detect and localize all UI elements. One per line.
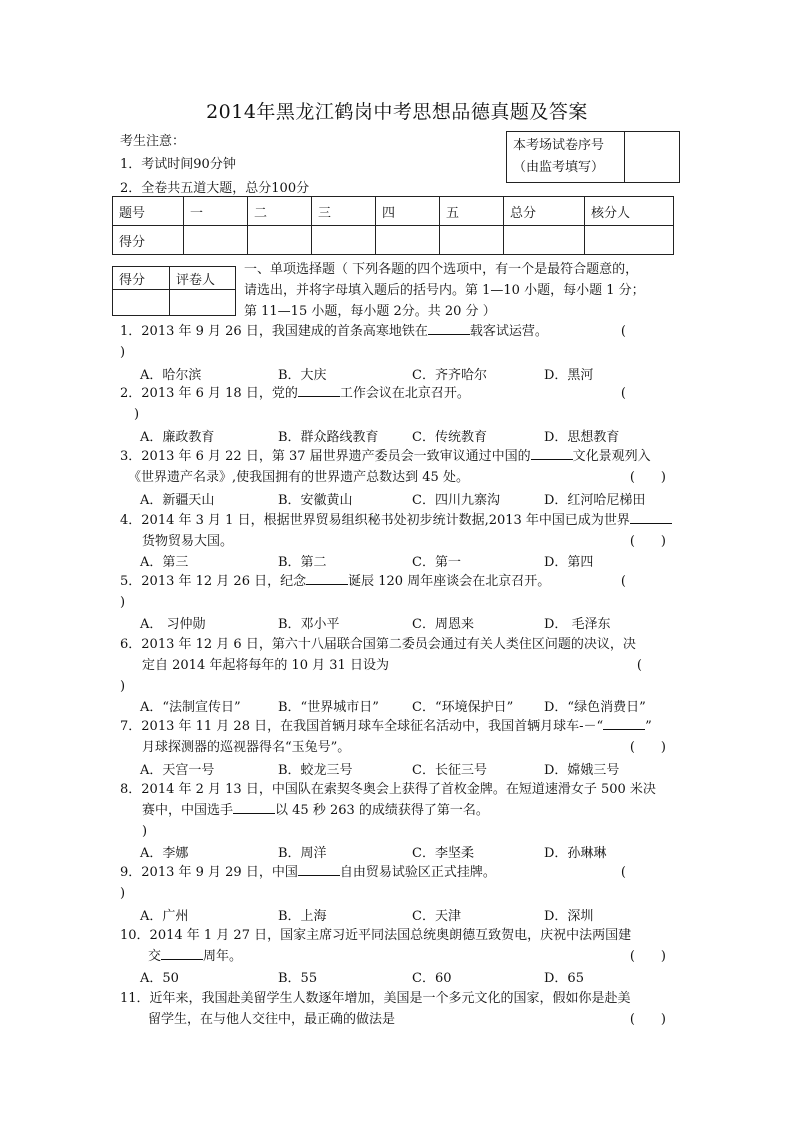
option-a[interactable]: A．50	[140, 971, 179, 986]
score-header-cell: 一	[184, 197, 248, 226]
option-a[interactable]: A．哈尔滨	[140, 368, 202, 383]
option-d[interactable]: D．孙琳琳	[544, 846, 607, 861]
question-stem-line2: 赛中，中国选手	[142, 803, 234, 818]
question-stem-end: 以 45 秒 263 的成绩获得了第一名。	[275, 803, 489, 818]
seat-label-line2: （由监考填写）	[513, 160, 605, 175]
option-d[interactable]: D． 毛泽东	[544, 617, 611, 632]
answer-blank[interactable]	[630, 511, 672, 524]
score-cell[interactable]	[585, 226, 674, 255]
option-c[interactable]: C．四川九寨沟	[412, 493, 500, 508]
answer-paren[interactable]: ( )	[629, 949, 666, 964]
question-stem: 2013 年 9 月 29 日，中国	[141, 865, 298, 880]
option-c[interactable]: C．周恩来	[412, 617, 474, 632]
answer-paren-open: (	[620, 324, 626, 339]
grader-header-grader: 评卷人	[170, 267, 236, 290]
option-a[interactable]: A．“法制宣传日”	[140, 700, 241, 715]
question-number: 7．	[120, 719, 142, 734]
option-c[interactable]: C．“环境保护日”	[412, 700, 514, 715]
answer-paren-close[interactable]: )	[120, 345, 126, 360]
option-c[interactable]: C．长征三号	[412, 763, 487, 778]
answer-blank[interactable]	[603, 717, 645, 730]
score-header-cell: 五	[440, 197, 504, 226]
question-stem-line2: 交	[148, 949, 162, 964]
grader-score-cell[interactable]	[113, 290, 170, 316]
score-cell[interactable]	[312, 226, 376, 255]
section-1-line: 一、单项选择题（ 下列各题的四个选项中，有一个是最符合题意的，	[244, 262, 639, 277]
grader-table	[112, 266, 236, 316]
question-10-options	[140, 967, 680, 988]
option-b[interactable]: B．蛟龙三号	[278, 763, 353, 778]
question-stem-line2: 月球探测器的巡视器得名“玉兔号”。	[142, 740, 351, 755]
answer-blank[interactable]	[531, 447, 573, 460]
option-c[interactable]: C．60	[412, 971, 452, 986]
answer-paren-open: (	[620, 386, 626, 401]
section-1-instructions	[244, 259, 674, 322]
question-stem: 2013 年 12 月 6 日，第六十八届联合国第二委员会通过有关人类住区问题的决议，决	[141, 637, 636, 652]
option-b[interactable]: B．“世界城市日”	[278, 700, 379, 715]
option-b[interactable]: B．安徽黄山	[278, 493, 353, 508]
option-d[interactable]: D．深圳	[544, 909, 594, 924]
answer-paren-close[interactable]: )	[120, 679, 126, 694]
score-cell[interactable]	[504, 226, 585, 255]
option-c[interactable]: C．传统教育	[412, 430, 487, 445]
section-1-line: 第 11—15 小题，每小题 2分。共 20 分 ）	[244, 304, 496, 319]
option-d[interactable]: D．“绿色消费日”	[544, 700, 646, 715]
question-stem-line2: 留学生，在与他人交往中，最正确的做法是	[148, 1012, 396, 1027]
score-header-cell: 三	[312, 197, 376, 226]
notice-item: 1．考试时间90分钟	[120, 157, 236, 172]
question-stem: 2014 年 1 月 27 日，国家主席习近平同法国总统奥朗德互致贺电，庆祝中法两国建	[149, 928, 632, 943]
answer-paren-open: (	[620, 574, 626, 589]
option-b[interactable]: B．群众路线教育	[278, 430, 379, 445]
page-title: 2014年黑龙江鹤岗中考思想品德真题及答案	[206, 101, 588, 123]
answer-paren[interactable]: ( )	[629, 534, 666, 549]
score-row-label: 得分	[113, 226, 184, 255]
question-6-options	[140, 696, 680, 717]
score-header-cell: 总分	[504, 197, 585, 226]
question-stem: 2014 年 3 月 1 日，根据世界贸易组织秘书处初步统计数据,2013 年中国已成为世界	[141, 513, 630, 528]
option-d[interactable]: D．65	[544, 971, 584, 986]
option-b[interactable]: B．上海	[278, 909, 327, 924]
seat-label-line1: 本考场试卷序号	[513, 138, 605, 153]
score-header-cell: 四	[376, 197, 440, 226]
answer-paren[interactable]: ( )	[629, 470, 666, 485]
option-b[interactable]: B．第二	[278, 555, 327, 570]
option-c[interactable]: C．齐齐哈尔	[412, 368, 487, 383]
question-2-options	[140, 426, 680, 447]
question-stem: 2013 年 12 月 26 日，纪念	[141, 574, 307, 589]
score-cell[interactable]	[440, 226, 504, 255]
answer-blank[interactable]	[161, 947, 203, 960]
option-c[interactable]: C．第一	[412, 555, 461, 570]
question-stem: 2013 年 6 月 18 日，党的	[141, 386, 298, 401]
answer-paren[interactable]: ( )	[629, 740, 666, 755]
option-a[interactable]: A． 习仲勋	[140, 617, 206, 632]
question-7-options	[140, 759, 680, 780]
question-stem-end: ”	[645, 719, 652, 734]
question-stem: 2013 年 9 月 26 日，我国建成的首条高寒地铁在	[141, 324, 428, 339]
question-stem-end: 自由贸易试验区正式挂牌。	[339, 865, 496, 880]
score-table-score-row	[113, 226, 674, 255]
grader-name-cell[interactable]	[170, 290, 236, 316]
option-d[interactable]: D．红河哈尼梯田	[544, 493, 646, 508]
question-1	[120, 321, 680, 363]
question-5	[120, 571, 680, 613]
question-6	[120, 634, 680, 697]
question-11	[120, 988, 680, 1030]
answer-paren-close[interactable]: )	[120, 886, 126, 901]
score-cell[interactable]	[184, 226, 248, 255]
option-a[interactable]: A．广州	[140, 909, 189, 924]
seat-number-label	[507, 132, 625, 182]
notice-item: 2．全卷共五道大题，总分100分	[120, 181, 310, 196]
grader-header-score: 得分	[113, 267, 170, 290]
section-1-line: 请选出，并将字母填入题后的括号内。第 1—10 小题，每小题 1 分；	[244, 283, 645, 298]
option-a[interactable]: A．廉政教育	[140, 430, 215, 445]
question-stem-end: 文化景观列入	[572, 449, 651, 464]
option-a[interactable]: A．新疆天山	[140, 493, 215, 508]
answer-paren-open: (	[636, 658, 642, 673]
option-a[interactable]: A．第三	[140, 555, 189, 570]
question-2	[120, 383, 680, 425]
grader-input-row	[113, 290, 236, 316]
question-5-options	[140, 613, 680, 634]
question-number: 8．	[120, 782, 142, 797]
option-c[interactable]: C．李坚柔	[412, 846, 474, 861]
question-stem-end: 工作会议在北京召开。	[339, 386, 470, 401]
question-number: 11．	[120, 991, 150, 1006]
option-d[interactable]: D．第四	[544, 555, 594, 570]
question-3	[120, 446, 680, 488]
question-stem-line2: 定自 2014 年起将每年的 10 月 31 日设为	[142, 658, 389, 673]
question-stem: 2013 年 6 月 22 日，第 37 届世界遗产委员会一致审议通过中国的	[141, 449, 531, 464]
option-b[interactable]: B．55	[278, 971, 318, 986]
question-stem: 近年来，我国赴美留学生人数逐年增加，美国是一个多元文化的国家，假如你是赴美	[149, 991, 631, 1006]
question-stem: 2013 年 11 月 28 日，在我国首辆月球车全球征名活动中，我国首辆月球车-－“	[141, 719, 604, 734]
answer-paren[interactable]: ( )	[629, 1012, 666, 1027]
option-d[interactable]: D．黑河	[544, 368, 594, 383]
answer-paren-close[interactable]: )	[134, 407, 140, 422]
question-stem: 2014 年 2 月 13 日，中国队在索契冬奥会上获得了首枚金牌。在短道速滑女子 500 米决	[141, 782, 656, 797]
option-b[interactable]: B．邓小平	[278, 617, 340, 632]
question-9	[120, 862, 680, 904]
question-8-options	[140, 842, 680, 863]
answer-blank[interactable]	[306, 572, 348, 585]
score-table-header-row	[113, 197, 674, 226]
answer-blank[interactable]	[298, 863, 340, 876]
seat-number-field[interactable]	[625, 132, 679, 182]
question-4	[120, 510, 680, 552]
question-number: 2．	[120, 386, 142, 401]
score-cell[interactable]	[248, 226, 312, 255]
question-9-options	[140, 905, 680, 926]
question-stem-end: 诞辰 120 周年座谈会在北京召开。	[348, 574, 551, 589]
option-a[interactable]: A．天宫一号	[140, 763, 215, 778]
question-number: 3．	[120, 449, 142, 464]
question-number: 5．	[120, 574, 142, 589]
question-10	[120, 925, 680, 967]
answer-blank[interactable]	[428, 322, 470, 335]
question-number: 10．	[120, 928, 150, 943]
score-header-cell: 二	[248, 197, 312, 226]
score-table	[112, 196, 674, 255]
question-stem-line2: 《世界遗产名录》,使我国拥有的世界遗产总数达到 45 处。	[128, 470, 469, 485]
answer-paren-close[interactable]: )	[120, 595, 126, 610]
question-stem-end: 载客试运营。	[469, 324, 548, 339]
answer-blank[interactable]	[233, 801, 275, 814]
question-8	[120, 779, 680, 842]
notice-heading: 考生注意：	[120, 134, 186, 149]
answer-paren-open: (	[620, 865, 626, 880]
seat-number-box	[506, 131, 680, 183]
answer-paren-close[interactable]: )	[142, 824, 148, 839]
question-number: 1．	[120, 324, 142, 339]
question-1-options	[140, 364, 680, 385]
question-stem-end: 周年。	[203, 949, 243, 964]
option-a[interactable]: A．李娜	[140, 846, 189, 861]
option-d[interactable]: D．嫦娥三号	[544, 763, 620, 778]
question-7	[120, 716, 680, 758]
score-cell[interactable]	[376, 226, 440, 255]
option-b[interactable]: B．周洋	[278, 846, 327, 861]
answer-blank[interactable]	[298, 384, 340, 397]
score-header-cell: 题号	[113, 197, 184, 226]
option-b[interactable]: B．大庆	[278, 368, 327, 383]
question-number: 4．	[120, 513, 142, 528]
score-header-cell: 核分人	[585, 197, 674, 226]
question-stem-line2: 货物贸易大国。	[142, 534, 234, 549]
question-4-options	[140, 551, 680, 572]
option-d[interactable]: D．思想教育	[544, 430, 620, 445]
question-number: 6．	[120, 637, 142, 652]
question-number: 9．	[120, 865, 142, 880]
question-3-options	[140, 489, 680, 510]
option-c[interactable]: C．天津	[412, 909, 461, 924]
grader-header-row	[113, 267, 236, 290]
